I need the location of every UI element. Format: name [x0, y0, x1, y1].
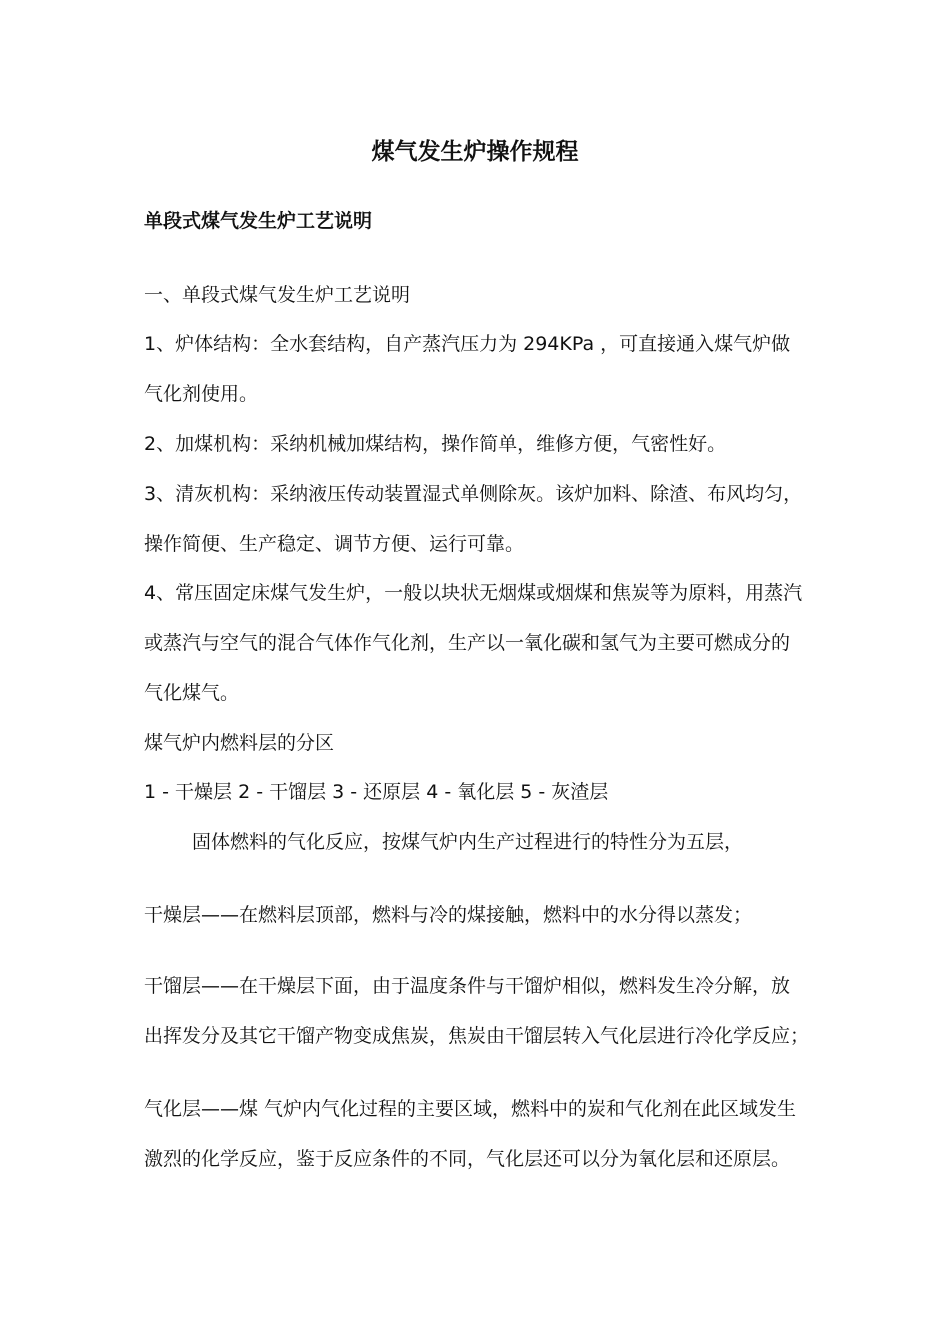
document-subtitle: 单段式煤气发生炉工艺说明: [144, 210, 373, 232]
item-4-line-3: 气化煤气。: [144, 682, 240, 704]
section-heading: 一、单段式煤气发生炉工艺说明: [144, 284, 411, 306]
layers-intro: 固体燃料的气化反应，按煤气炉内生产过程进行的特性分为五层，: [192, 831, 744, 853]
item-1-line-2: 气化剂使用。: [144, 383, 259, 405]
zones-heading: 煤气炉内燃料层的分区: [144, 732, 335, 754]
zones-list: 1 - 干燥层 2 - 干馏层 3 - 还原层 4 - 氧化层 5 - 灰渣层: [144, 781, 609, 803]
dry-layer-description: 干燥层——在燃料层顶部，燃料与冷的煤接触，燃料中的水分得以蒸发；: [144, 904, 753, 926]
gasification-layer-line-1: 气化层——煤 气炉内气化过程的主要区域，燃料中的炭和气化剂在此区域发生: [144, 1098, 797, 1120]
item-4-line-2: 或蒸汽与空气的混合气体作气化剂，生产以一氧化碳和氢气为主要可燃成分的: [144, 632, 791, 654]
retort-layer-line-2: 出挥发分及其它干馏产物变成焦炭，焦炭由干馏层转入气化层进行冷化学反应；: [144, 1025, 810, 1047]
item-4-line-1: 4、常压固定床煤气发生炉，一般以块状无烟煤或烟煤和焦炭等为原料，用蒸汽: [144, 582, 803, 604]
item-3-line-1: 3、清灰机构：采纳液压传动装置湿式单侧除灰。该炉加料、除渣、布风均匀，: [144, 483, 803, 505]
item-1-line-1: 1、炉体结构：全水套结构，自产蒸汽压力为 294KPa ，可直接通入煤气炉做: [144, 333, 791, 355]
retort-layer-line-1: 干馏层——在干燥层下面，由于温度条件与干馏炉相似，燃料发生冷分解，放: [144, 975, 791, 997]
document-title: 煤气发生炉操作规程: [371, 139, 579, 165]
item-2-line-1: 2、加煤机构：采纳机械加煤结构，操作简单，维修方便，气密性好。: [144, 433, 727, 455]
gasification-layer-line-2: 激烈的化学反应，鉴于反应条件的不同，气化层还可以分为氧化层和还原层。: [144, 1148, 791, 1170]
item-3-line-2: 操作简便、生产稳定、调节方便、运行可靠。: [144, 533, 525, 555]
